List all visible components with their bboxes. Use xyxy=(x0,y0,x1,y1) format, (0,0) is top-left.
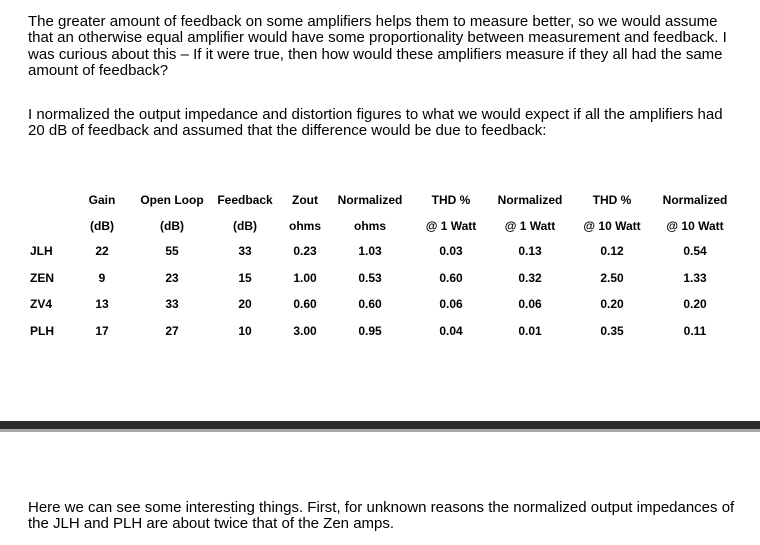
table-cell: 0.53 xyxy=(358,271,382,285)
table-cell: 33 xyxy=(238,244,252,258)
table-cell: 23 xyxy=(165,271,179,285)
table-cell: 0.60 xyxy=(439,271,463,285)
feedback-table xyxy=(0,191,760,351)
section-divider xyxy=(0,421,760,429)
intro-paragraph-2: I normalized the output impedance and distortion figures to what we would expect if all the amplifiers had 20 dB of feedback and assumed that the difference would be due to feedback: xyxy=(28,106,723,140)
table-cell: 33 xyxy=(165,297,179,311)
subheader-normalized-ohms: ohms xyxy=(353,219,387,233)
conclusion-paragraph: Here we can see some interesting things. First, for unknown reasons the normalized output impedances of the JLH and PLH are about twice that of the Zen amps. xyxy=(28,499,735,533)
subheader-feedback: (dB) xyxy=(233,219,257,233)
table-cell: 22 xyxy=(95,244,109,258)
table-cell: 0.12 xyxy=(600,244,624,258)
table-cell: 0.32 xyxy=(518,271,542,285)
table-cell: 27 xyxy=(165,324,179,338)
table-cell: 13 xyxy=(95,297,109,311)
subheader-gain: (dB) xyxy=(90,219,114,233)
table-cell: 1.33 xyxy=(683,271,707,285)
table-cell: 0.23 xyxy=(293,244,317,258)
table-cell: 0.95 xyxy=(358,324,382,338)
table-cell: 20 xyxy=(238,297,252,311)
table-cell: 55 xyxy=(165,244,179,258)
header-thd-10w: THD % xyxy=(592,193,632,207)
table-cell: 2.50 xyxy=(600,271,624,285)
table-cell: 9 xyxy=(98,271,106,285)
header-feedback: Feedback xyxy=(217,193,273,207)
table-cell: 0.01 xyxy=(518,324,542,338)
subheader-open-loop: (dB) xyxy=(160,219,184,233)
table-cell: 15 xyxy=(238,271,252,285)
table-cell: 1.03 xyxy=(358,244,382,258)
table-cell: 0.04 xyxy=(439,324,463,338)
row-label: ZEN xyxy=(30,271,54,285)
subheader-zout: ohms xyxy=(288,219,322,233)
intro-paragraph-1: The greater amount of feedback on some amplifiers helps them to measure better, so we would assume that an otherwise equal amplifier would have some proportionality between measurement and feedback. I was curious about this – If it were true, then how would these amplifiers measure if they all had the same amount of feedback? xyxy=(28,13,727,79)
table-cell: 3.00 xyxy=(293,324,317,338)
subheader-normalized-thd-1w: @ 1 Watt xyxy=(504,219,556,233)
header-normalized-thd-1w: Normalized xyxy=(497,193,563,207)
table-cell: 0.60 xyxy=(358,297,382,311)
section-divider-shadow xyxy=(0,429,760,432)
header-normalized-thd-10w: Normalized xyxy=(662,193,728,207)
subheader-normalized-thd-10w: @ 10 Watt xyxy=(666,219,724,233)
header-open-loop: Open Loop xyxy=(140,193,204,207)
table-cell: 0.13 xyxy=(518,244,542,258)
table-cell: 1.00 xyxy=(293,271,317,285)
header-gain: Gain xyxy=(88,193,116,207)
subheader-thd-10w: @ 10 Watt xyxy=(583,219,641,233)
header-thd-1w: THD % xyxy=(431,193,471,207)
header-zout: Zout xyxy=(292,193,318,207)
subheader-thd-1w: @ 1 Watt xyxy=(425,219,477,233)
table-cell: 0.20 xyxy=(600,297,624,311)
table-cell: 0.11 xyxy=(683,324,707,338)
row-label: JLH xyxy=(30,244,53,258)
table-cell: 17 xyxy=(95,324,109,338)
table-cell: 0.20 xyxy=(683,297,707,311)
table-cell: 0.60 xyxy=(293,297,317,311)
row-label: ZV4 xyxy=(30,297,53,311)
table-cell: 10 xyxy=(238,324,252,338)
table-cell: 0.06 xyxy=(518,297,542,311)
table-cell: 0.06 xyxy=(439,297,463,311)
table-cell: 0.03 xyxy=(439,244,463,258)
table-cell: 0.54 xyxy=(683,244,707,258)
header-normalized-ohms: Normalized xyxy=(337,193,403,207)
table-cell: 0.35 xyxy=(600,324,624,338)
row-label: PLH xyxy=(30,324,54,338)
